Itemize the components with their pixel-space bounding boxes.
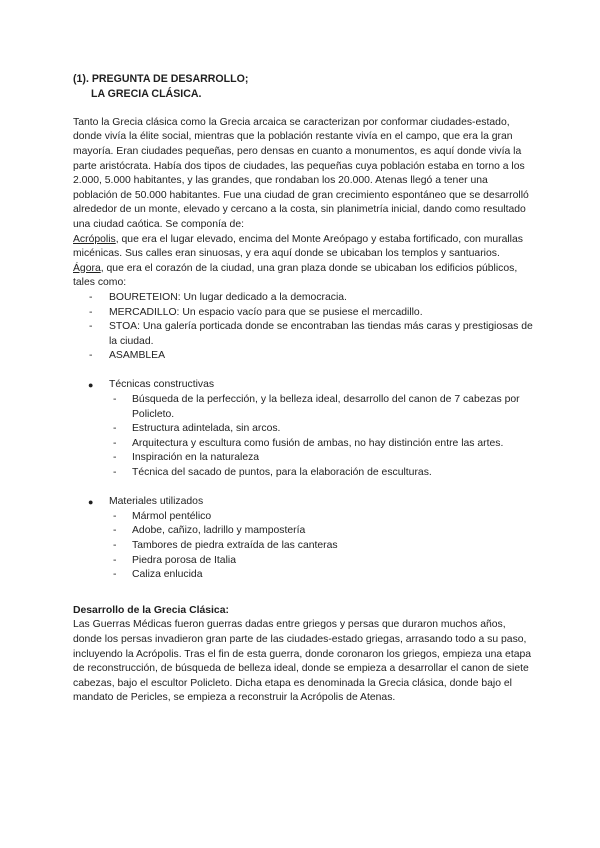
techniques-list xyxy=(73,393,533,481)
bullet-icon: ● xyxy=(88,497,94,508)
list-item: - Técnica del sacado de puntos, para la elaboración de esculturas. xyxy=(113,467,432,479)
acropolis-text: , que era el lugar elevado, encima del Monte Areópago y estaba fortificado, con murallas micénicas. Sus calles eran sinuosas, y era aquí donde se ubicaban los templos y santuarios. xyxy=(73,233,523,260)
list-item: - MERCADILLO: Un espacio vacío para que se pusiese el mercadillo. xyxy=(89,306,423,318)
techniques-title: Técnicas constructivas xyxy=(109,379,215,391)
acropolis-term: Acrópolis xyxy=(73,233,116,245)
list-item: - Adobe, cañizo, ladrillo y mampostería xyxy=(113,525,306,537)
list-item: - ASAMBLEA xyxy=(89,350,166,362)
list-item: - Estructura adintelada, sin arcos. xyxy=(113,423,281,435)
agora-list xyxy=(73,291,533,364)
agora-term: Ágora xyxy=(73,262,101,274)
list-item: - Caliza enlucida xyxy=(113,569,203,581)
heading-line-1: (1). PREGUNTA DE DESARROLLO; xyxy=(73,73,249,85)
bullet-icon: ● xyxy=(88,380,94,391)
list-item: - Búsqueda de la perfección, y la belleza ideal, desarrollo del canon de 7 cabezas por Policleto. xyxy=(113,394,520,420)
list-item: - Piedra porosa de Italia xyxy=(113,554,236,566)
materials-list xyxy=(73,510,533,583)
intro-paragraph: Tanto la Grecia clásica como la Grecia arcaica se caracterizan por conformar ciudades-estado, donde vivía la élite social, mientras que la población restante vivía en el campo, que era la gran mayoría. Eran ciudades pequeñas, pero densas en cuanto a monumentos, es aquí donde vivía la parte aristócrata. Había dos tipos de ciudades, las pequeñas cuya población estaba en torno a los 2.000, 5.000 habitantes, y las grandes, que rondaban los 20.000. Atenas llegó a tener una población de 50.000 habitantes. Fue una ciudad de gran crecimiento espontáneo que se desarrolló alrededor de un monte, elevado y cercano a la costa, sin planimetría inicial, dando como resultado una ciudad caótica. Se componía de: xyxy=(73,116,529,230)
list-item: - Mármol pentélico xyxy=(113,510,212,522)
agora-text: , que era el corazón de la ciudad, una gran plaza donde se ubicaban los edificios públicos, tales como: xyxy=(73,262,518,289)
document-heading xyxy=(73,72,533,101)
document-page xyxy=(73,72,533,706)
list-item: - STOA: Una galería porticada donde se encontraban las tiendas más caras y prestigiosas de la ciudad. xyxy=(89,321,533,347)
development-paragraph: Las Guerras Médicas fueron guerras dadas entre griegos y persas que duraron muchos años, donde los persas invadieron gran parte de las ciudades-estado griegas, arrasando todo a su paso, incluyendo la Acrópolis. Tras el fin de esta guerra, donde coronaron los griegos, empieza una etapa de reconstrucción, de búsqueda de belleza ideal, donde se empieza a desarrollar el canon de siete cabezas, bajo el escultor Policleto. Dicha etapa es denominada la Grecia clásica, donde bajo el mandato de Pericles, se empieza a reconstruir la Acrópolis de Atenas. xyxy=(73,619,532,704)
materials-title: Materiales utilizados xyxy=(109,496,204,508)
list-item: - BOURETEION: Un lugar dedicado a la democracia. xyxy=(89,291,347,303)
techniques-section xyxy=(73,378,533,393)
list-item: - Arquitectura y escultura como fusión de ambas, no hay distinción entre las artes. xyxy=(113,437,504,449)
development-title: Desarrollo de la Grecia Clásica: xyxy=(73,604,229,616)
list-item: - Tambores de piedra extraída de las canteras xyxy=(113,540,338,551)
acropolis-paragraph xyxy=(73,233,533,262)
heading-line-2: LA GRECIA CLÁSICA. xyxy=(91,87,202,100)
agora-paragraph xyxy=(73,262,533,291)
list-item: - Inspiración en la naturaleza xyxy=(113,452,260,464)
materials-section xyxy=(73,495,533,510)
